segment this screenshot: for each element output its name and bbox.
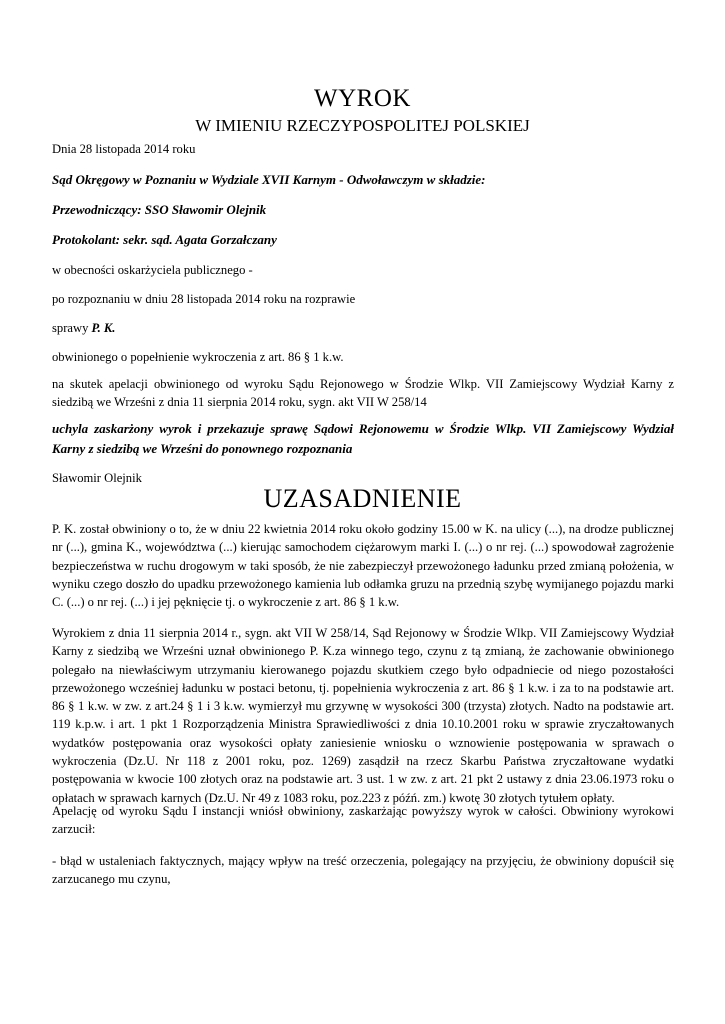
charge-line: obwinionego o popełnienie wykroczenia z art. 86 § 1 k.w. (52, 350, 344, 364)
justification-heading: UZASADNIENIE (263, 484, 462, 513)
case-line (52, 319, 674, 337)
court-clerk: Protokolant: sekr. sąd. Agata Gorzałczany (52, 232, 277, 247)
appeal-paragraph: na skutek apelacji obwinionego od wyroku Sądu Rejonowego w Środzie Wlkp. VII Zamiejscowy Wydział Karny z siedzibą we Wrześni z dnia 11 sierpnia 2014 roku, sygn. akt VII W 258/14 (52, 377, 674, 410)
justification-paragraph-1: P. K. został obwiniony o to, że w dniu 22 kwietnia 2014 roku około godziny 15.00 w K. na ulicy (...), na drodze publicznej nr (...), gmina K., województwa (...) kierując samochodem ciężarowym marki I. (...) o nr rej. (...) spowodował zagrożenie bezpieczeństwa w ruchu drogowym w taki sposób, że nie zabezpieczył przewożonego ładunku przed zmianą położenia, w wyniku czego doszło do upadku przewożonego kamienia lub odłamka gruzu na przednią szybę wymijanego pojazdu marki C. (...) o nr rej. (...) i jej pęknięcie tj. o wykroczenie z art. 86 § 1 k.w. (52, 522, 674, 610)
hearing-line: po rozpoznaniu w dniu 28 listopada 2014 roku na rozprawie (52, 292, 356, 306)
ruling-paragraph: uchyla zaskarżony wyrok i przekazuje sprawę Sądowi Rejonowemu w Środzie Wlkp. VII Zamiejscowy Wydział Karny z siedzibą we Wrześni do ponownego rozpoznania (52, 421, 674, 456)
justification-paragraph-4: - błąd w ustaleniach faktycznych, mający wpływ na treść orzeczenia, polegający na przyjęciu, że obwiniony dopuścił się zarzucanego mu czynu, (52, 854, 674, 887)
defendant-name: P. K. (91, 321, 116, 335)
judge-signature: Sławomir Olejnik (52, 471, 142, 485)
document-subtitle: W IMIENIU RZECZYPOSPOLITEJ POLSKIEJ (195, 116, 530, 135)
prosecutor-line: w obecności oskarżyciela publicznego - (52, 263, 253, 277)
justification-paragraph-3: Apelację od wyroku Sądu I instancji wniósł obwiniony, zaskarżając powyższy wyrok w całości. Obwiniony wyrokowi zarzucił: (52, 804, 674, 837)
presiding-judge: Przewodniczący: SSO Sławomir Olejnik (52, 202, 267, 217)
date-line: Dnia 28 listopada 2014 roku (52, 142, 196, 156)
court-composition: Sąd Okręgowy w Poznaniu w Wydziale XVII Karnym - Odwoławczym w składzie: (52, 172, 486, 187)
justification-paragraph-2: Wyrokiem z dnia 11 sierpnia 2014 r., sygn. akt VII W 258/14, Sąd Rejonowy w Środzie Wlkp. VII Zamiejscowy Wydział Karny z siedzibą we Wrześni uznał obwinionego P. K.za winnego tego, czynu z tą zmianą, że zachowanie obwinionego polegało na niewłaściwym utrzymaniu kierowanego pojazdu skutkiem czego było odpadniecie od niego pozostałości przewożonego wcześniej ładunku w postaci betonu, tj. popełnienia wykroczenia z art. 86 § 1 k.w. i za to na podstawie art. 86 § 1 k.w. w zw. z art.24 § 1 i 3 k.w. wymierzył mu grzywnę w wysokości 300 (trzysta) złotych. Nadto na podstawie art. 119 k.p.w. i art. 1 pkt 1 Rozporządzenia Ministra Sprawiedliwości z dnia 10.10.2001 roku w sprawie zryczałtowanych wydatków postępowania oraz wysokości opłaty zaniesienie wniosku o wznowienie postępowania w sprawach o wykroczenia (Dz.U. Nr 118 z 2001 roku, poz. 1269) zasądził na rzecz Skarbu Państwa zryczałtowane wydatki postępowania w kwocie 100 złotych oraz na podstawie art. 3 ust. 1 w zw. z art. 21 pkt 2 ustawy z dnia 23.06.1973 roku o opłatach w sprawach karnych (Dz.U. Nr 49 z 1083 roku, poz.223 z późń. zm.) kwotę 30 złotych tytułem opłaty. (52, 626, 674, 805)
document-title: WYROK (314, 85, 411, 112)
case-prefix: sprawy (52, 321, 92, 335)
